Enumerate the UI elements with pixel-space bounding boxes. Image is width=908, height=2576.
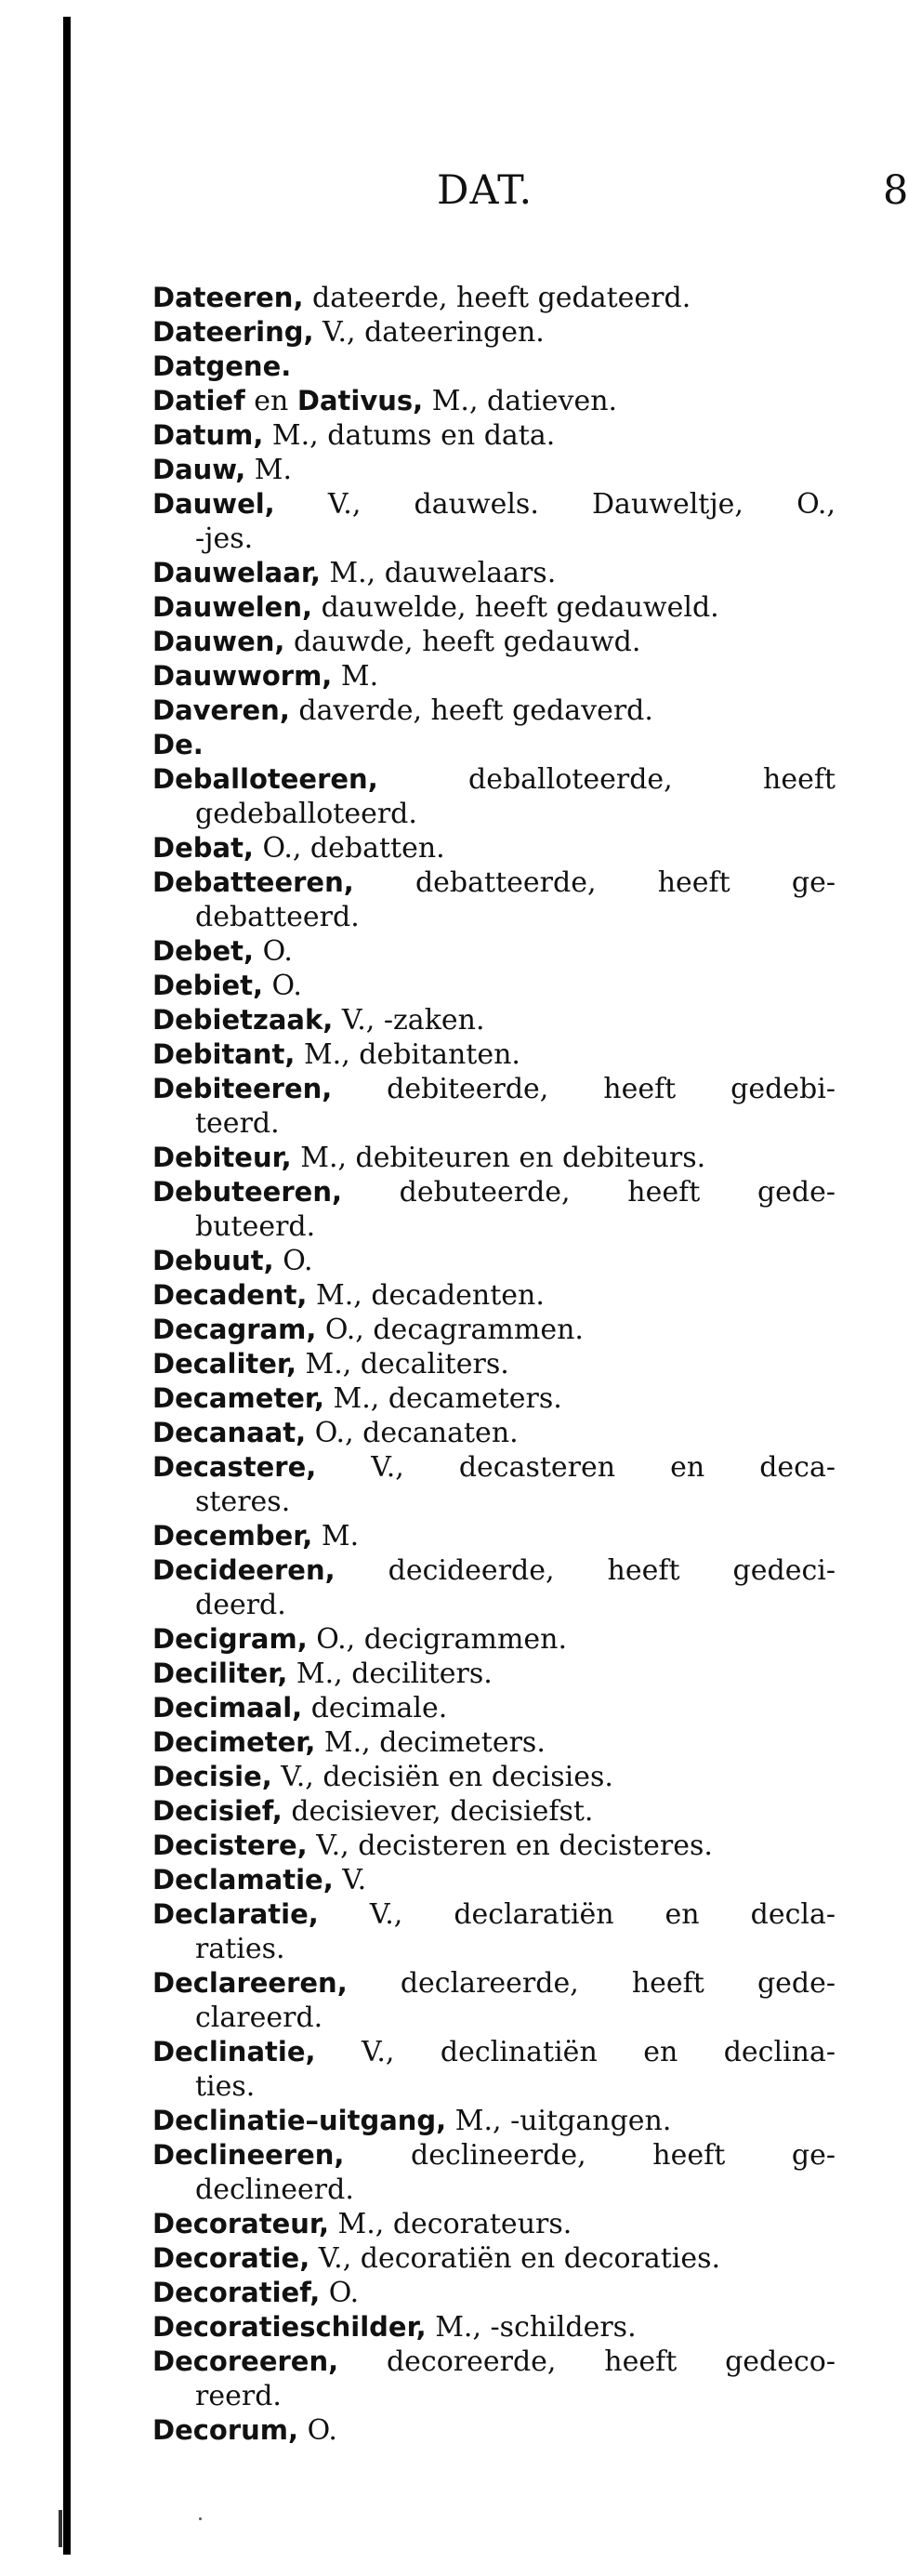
dictionary-entry xyxy=(152,418,836,453)
entry-first-line xyxy=(152,1725,836,1760)
dictionary-entry xyxy=(152,1829,836,1863)
headword: Declinatie–uitgang, xyxy=(152,2105,447,2136)
entry-continuation: steres. xyxy=(195,1486,291,1518)
dictionary-entry xyxy=(152,1313,836,1347)
dictionary-entry xyxy=(152,1519,836,1553)
headword: Datief xyxy=(152,385,245,416)
headword: Decoratieschilder, xyxy=(152,2311,427,2343)
dictionary-entry xyxy=(152,1760,836,1794)
dictionary-entry xyxy=(152,1657,836,1691)
headword: Dauwen, xyxy=(152,626,285,657)
entry-text: debatteerde, heeft ge- xyxy=(353,866,836,899)
entry-text: V., declinatiën en declina- xyxy=(315,2036,836,2068)
dictionary-entries xyxy=(152,281,836,2448)
dictionary-entry xyxy=(152,1175,836,1244)
entry-text: O. xyxy=(320,2277,360,2309)
entry-text: O., debatten. xyxy=(253,832,445,865)
entry-first-line xyxy=(152,1072,836,1106)
dictionary-entry xyxy=(152,728,836,762)
headword: Dauwelen, xyxy=(152,591,313,623)
dictionary-entry xyxy=(152,1622,836,1657)
headword: Daveren, xyxy=(152,694,290,726)
dictionary-entry xyxy=(152,694,836,728)
entry-first-line xyxy=(152,1003,836,1037)
entry-text: M., datieven. xyxy=(423,385,618,417)
entry-first-line xyxy=(152,1416,836,1450)
entry-text: M. xyxy=(312,1520,360,1552)
dictionary-entry xyxy=(152,934,836,969)
dictionary-entry xyxy=(152,865,836,934)
entry-first-line xyxy=(152,2207,836,2241)
entry-first-line xyxy=(152,384,836,418)
headword: Declareeren, xyxy=(152,1967,348,1999)
dictionary-entry xyxy=(152,969,836,1003)
dictionary-entry xyxy=(152,1416,836,1450)
entry-text: en xyxy=(244,385,297,417)
entry-text: V., decasteren en deca- xyxy=(316,1451,836,1484)
dictionary-entry xyxy=(152,625,836,659)
entry-first-line xyxy=(152,1829,836,1863)
dictionary-entry xyxy=(152,2138,836,2207)
dictionary-entry xyxy=(152,1141,836,1175)
entry-first-line xyxy=(152,1897,836,1932)
headword: De. xyxy=(152,729,204,760)
entry-continuation: buteerd. xyxy=(195,1210,316,1243)
dictionary-entry xyxy=(152,315,836,350)
entry-first-line xyxy=(152,2276,836,2310)
entry-first-line xyxy=(152,969,836,1003)
entry-text: M., datums en data. xyxy=(263,419,556,452)
headword: Declamatie, xyxy=(152,1864,334,1896)
headword: Decideeren, xyxy=(152,1554,336,1586)
entry-text: O. xyxy=(263,970,302,1002)
entry-text: deballoteerde, heeft xyxy=(377,763,836,796)
running-head: DAT. xyxy=(437,167,533,214)
dictionary-entry xyxy=(152,762,836,831)
entry-text: M., -schilders. xyxy=(426,2311,637,2344)
entry-continuation: clareerd. xyxy=(195,2001,323,2034)
entry-first-line xyxy=(152,1347,836,1381)
entry-continuation: debatteerd. xyxy=(195,901,360,933)
headword: Decaliter, xyxy=(152,1348,296,1380)
dictionary-entry xyxy=(152,453,836,487)
dictionary-entry xyxy=(152,2035,836,2104)
headword: Decastere, xyxy=(152,1451,317,1483)
entry-continuation: declineerd. xyxy=(195,2173,354,2206)
headword: Debet, xyxy=(152,935,255,967)
dictionary-entry xyxy=(152,1381,836,1416)
dictionary-entry xyxy=(152,831,836,865)
headword: December, xyxy=(152,1520,313,1552)
entry-first-line xyxy=(152,487,836,522)
headword: Decistere, xyxy=(152,1830,308,1861)
entry-text: M., decadenten. xyxy=(307,1279,545,1312)
entry-text: debuteerde, heeft gede- xyxy=(341,1176,836,1209)
dictionary-entry xyxy=(152,350,836,384)
entry-first-line xyxy=(152,1966,836,2001)
entry-text: decideerde, heeft gedeci- xyxy=(335,1554,836,1587)
entry-first-line xyxy=(152,453,836,487)
headword: Debatteeren, xyxy=(152,866,354,898)
entry-first-line xyxy=(152,1141,836,1175)
dictionary-entry xyxy=(152,590,836,625)
headword: Dauwelaar, xyxy=(152,557,321,588)
entry-text: M., dauwelaars. xyxy=(320,557,557,589)
entry-text: M., decorateurs. xyxy=(328,2208,572,2240)
headword: Datum, xyxy=(152,419,264,451)
entry-text: O. xyxy=(254,935,293,968)
entry-first-line xyxy=(152,934,836,969)
dictionary-entry xyxy=(152,1244,836,1278)
entry-text: debiteerde, heeft gedebi- xyxy=(332,1073,836,1105)
entry-text: declineerde, heeft ge- xyxy=(344,2139,836,2172)
entry-continuation: reerd. xyxy=(195,2380,282,2412)
dictionary-entry xyxy=(152,1863,836,1897)
entry-first-line xyxy=(152,2035,836,2069)
headword: Debuut, xyxy=(152,1245,274,1276)
entry-first-line xyxy=(152,762,836,797)
entry-text: V., -zaken. xyxy=(333,1004,485,1037)
entry-text: M., decimeters. xyxy=(315,1726,546,1759)
headword: Decagram, xyxy=(152,1314,317,1345)
entry-continuation: ties. xyxy=(195,2070,256,2103)
headword: Declineeren, xyxy=(152,2139,345,2171)
entry-first-line xyxy=(152,556,836,590)
entry-text: dauwde, heeft gedauwd. xyxy=(284,626,641,658)
headword: Decimaal, xyxy=(152,1692,303,1724)
headword: Dauw, xyxy=(152,454,246,485)
dictionary-entry xyxy=(152,2413,836,2448)
headword: Dateeren, xyxy=(152,282,304,313)
entry-continuation: deerd. xyxy=(195,1589,286,1621)
entry-first-line xyxy=(152,659,836,694)
entry-text: M., debiteuren en debiteurs. xyxy=(291,1142,706,1174)
entry-first-line xyxy=(152,1519,836,1553)
entry-text: V., declaratiën en decla- xyxy=(318,1898,836,1931)
entry-text: M., deciliters. xyxy=(287,1658,493,1690)
entry-first-line xyxy=(152,694,836,728)
entry-text: M. xyxy=(245,454,293,486)
dictionary-entry xyxy=(152,2345,836,2413)
entry-text: declareerde, heeft gede- xyxy=(347,1967,836,2000)
entry-first-line xyxy=(152,1313,836,1347)
headword: Decoratie, xyxy=(152,2242,310,2274)
headword: Dateering, xyxy=(152,316,314,348)
dictionary-entry xyxy=(152,1037,836,1072)
entry-first-line xyxy=(152,2310,836,2345)
dictionary-entry xyxy=(152,1278,836,1313)
headword: Dauwel, xyxy=(152,488,275,520)
headword: Decimeter, xyxy=(152,1726,316,1758)
entry-first-line xyxy=(152,2345,836,2379)
headword: Debiet, xyxy=(152,970,263,1001)
headword: Debat, xyxy=(152,832,254,864)
entry-text: M. xyxy=(332,660,379,693)
entry-text: M., debitanten. xyxy=(295,1038,520,1071)
binding-edge xyxy=(63,17,71,2555)
headword: Declaratie, xyxy=(152,1898,319,1930)
dictionary-entry xyxy=(152,1794,836,1829)
dictionary-entry xyxy=(152,1450,836,1519)
headword: Decadent, xyxy=(152,1279,308,1311)
entry-text: decisiever, decisiefst. xyxy=(282,1795,594,1828)
entry-first-line xyxy=(152,1381,836,1416)
headword: Decorateur, xyxy=(152,2208,329,2239)
dictionary-entry xyxy=(152,556,836,590)
headword: Debuteeren, xyxy=(152,1176,342,1208)
entry-text: M., decaliters. xyxy=(296,1348,509,1380)
headword: Debiteur, xyxy=(152,1142,292,1173)
entry-text: O. xyxy=(273,1245,313,1277)
entry-first-line xyxy=(152,1450,836,1485)
dictionary-entry xyxy=(152,281,836,315)
entry-text: V., dateeringen. xyxy=(313,316,545,349)
entry-continuation: teerd. xyxy=(195,1107,280,1140)
entry-first-line xyxy=(152,625,836,659)
headword: Dauwworm, xyxy=(152,660,333,692)
headword: Decisief, xyxy=(152,1795,283,1827)
headword: Decameter, xyxy=(152,1382,324,1414)
entry-first-line xyxy=(152,1794,836,1829)
entry-first-line xyxy=(152,590,836,625)
dictionary-entry xyxy=(152,1966,836,2035)
dictionary-entry xyxy=(152,384,836,418)
entry-first-line xyxy=(152,1863,836,1897)
headword: Decorum, xyxy=(152,2414,299,2446)
entry-first-line xyxy=(152,2104,836,2138)
entry-first-line xyxy=(152,1657,836,1691)
entry-first-line xyxy=(152,1760,836,1794)
entry-first-line xyxy=(152,2241,836,2276)
dictionary-entry xyxy=(152,2276,836,2310)
entry-text: V., dauwels. Dauweltje, O., xyxy=(274,488,836,521)
dictionary-entry xyxy=(152,1897,836,1966)
entry-first-line xyxy=(152,350,836,384)
entry-first-line xyxy=(152,728,836,762)
headword: Deballoteeren, xyxy=(152,763,378,795)
dictionary-entry xyxy=(152,2207,836,2241)
dictionary-entry xyxy=(152,659,836,694)
entry-first-line xyxy=(152,1553,836,1588)
entry-first-line xyxy=(152,2138,836,2173)
entry-text: V. xyxy=(333,1864,367,1896)
headword: Decanaat, xyxy=(152,1417,307,1448)
entry-text: V., decoratiën en decoraties. xyxy=(309,2242,721,2275)
entry-text: dateerde, heeft gedateerd. xyxy=(303,282,691,314)
stray-mark xyxy=(199,2517,202,2520)
headword: Decigram, xyxy=(152,1623,308,1655)
dictionary-entry xyxy=(152,487,836,556)
dictionary-entry xyxy=(152,1072,836,1141)
dictionary-entry xyxy=(152,1725,836,1760)
entry-first-line xyxy=(152,315,836,350)
dictionary-entry xyxy=(152,1347,836,1381)
headword: Decoratief, xyxy=(152,2277,321,2308)
entry-text: daverde, heeft gedaverd. xyxy=(289,694,653,727)
entry-text: V., decisiën en decisies. xyxy=(271,1761,613,1793)
headword: Datgene. xyxy=(152,350,292,382)
page-number: 8 xyxy=(883,167,908,214)
entry-first-line xyxy=(152,2413,836,2448)
dictionary-entry xyxy=(152,1691,836,1725)
entry-text: decoreerde, heeft gedeco- xyxy=(338,2345,836,2378)
entry-first-line xyxy=(152,281,836,315)
dictionary-entry xyxy=(152,2310,836,2345)
entry-continuation: raties. xyxy=(195,1933,285,1965)
entry-first-line xyxy=(152,1175,836,1209)
entry-text: decimale. xyxy=(302,1692,448,1724)
entry-first-line xyxy=(152,1278,836,1313)
entry-text: dauwelde, heeft gedauweld. xyxy=(312,591,719,624)
entry-text: O., decigrammen. xyxy=(307,1623,568,1656)
headword-variant: Dativus, xyxy=(296,385,424,416)
entry-text: M., -uitgangen. xyxy=(446,2105,672,2137)
entry-continuation: gedeballoteerd. xyxy=(195,798,417,830)
entry-text: O. xyxy=(298,2414,337,2447)
entry-first-line xyxy=(152,865,836,900)
entry-text: V., decisteren en decisteres. xyxy=(307,1830,713,1862)
dictionary-entry xyxy=(152,2104,836,2138)
dictionary-entry xyxy=(152,2241,836,2276)
binding-mark xyxy=(59,2510,62,2547)
headword: Debietzaak, xyxy=(152,1004,334,1036)
entry-continuation: -jes. xyxy=(195,522,254,555)
entry-first-line xyxy=(152,1622,836,1657)
headword: Debitant, xyxy=(152,1038,296,1070)
entry-first-line xyxy=(152,418,836,453)
headword: Decisie, xyxy=(152,1761,272,1792)
entry-first-line xyxy=(152,1244,836,1278)
entry-first-line xyxy=(152,1691,836,1725)
dictionary-entry xyxy=(152,1553,836,1622)
headword: Deciliter, xyxy=(152,1658,288,1689)
headword: Declinatie, xyxy=(152,2036,316,2067)
entry-first-line xyxy=(152,1037,836,1072)
dictionary-entry xyxy=(152,1003,836,1037)
headword: Debiteeren, xyxy=(152,1073,333,1104)
entry-text: O., decanaten. xyxy=(306,1417,519,1449)
entry-text: M., decameters. xyxy=(323,1382,562,1415)
entry-first-line xyxy=(152,831,836,865)
headword: Decoreeren, xyxy=(152,2345,339,2377)
entry-text: O., decagrammen. xyxy=(316,1314,584,1346)
